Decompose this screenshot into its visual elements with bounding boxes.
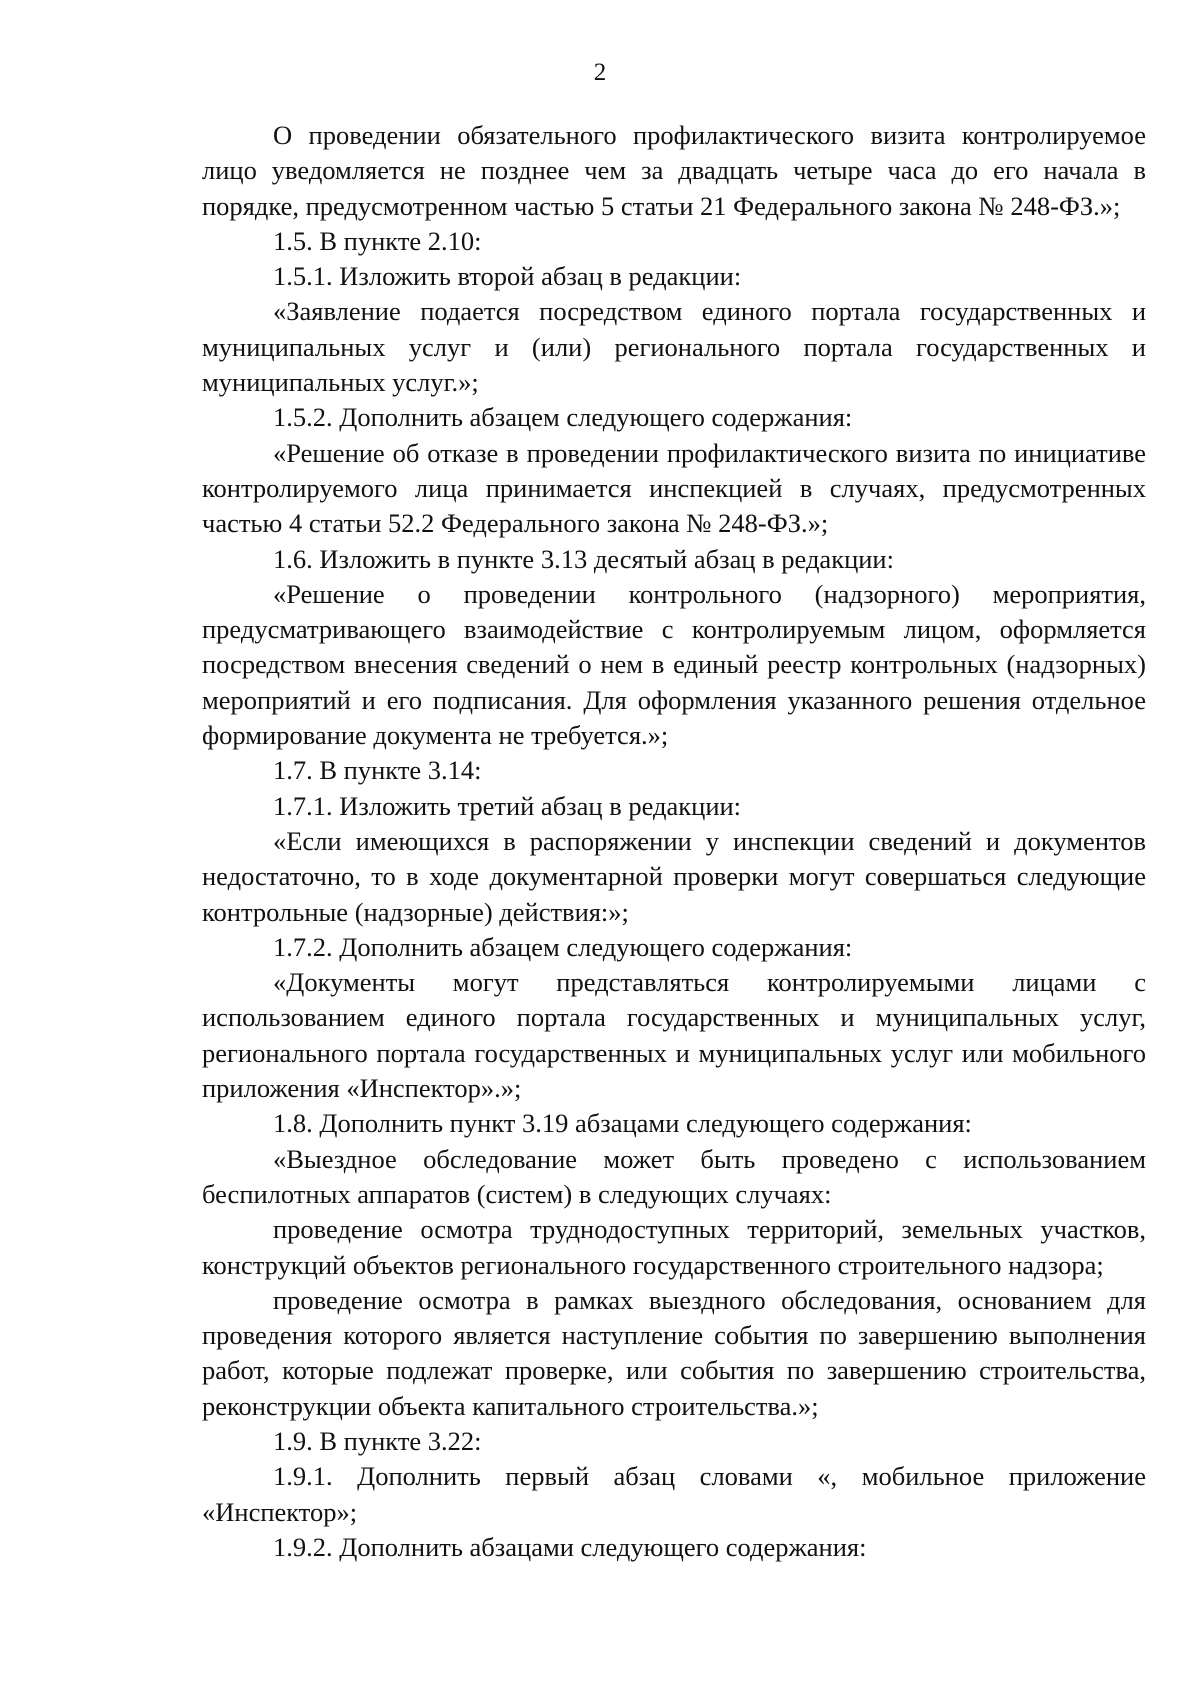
paragraph: О проведении обязательного профилактического визита контролируемое лицо уведомляется не позднее чем за двадцать четыре часа до его начала в порядке, предусмотренном частью 5 статьи 21 Федерального закона № 248-ФЗ.»; xyxy=(202,120,1146,221)
paragraph: «Решение о проведении контрольного (надзорного) мероприятия, предусматривающего взаимодействие с контролируемым лицом, оформляется посредством внесения сведений о нем в единый реестр контрольных (надзорных) мероприятий и его подписания. Для оформления указанного решения отдельное формирование документа не требуется.»; xyxy=(202,578,1146,751)
paragraph: 1.5.2. Дополнить абзацем следующего содержания: xyxy=(273,402,853,433)
page-number: 2 xyxy=(593,59,607,86)
document-body xyxy=(202,118,1146,1565)
paragraph: проведение осмотра труднодоступных территорий, земельных участков, конструкций объектов регионального государственного строительного надзора; xyxy=(202,1214,1146,1280)
paragraph: 1.6. Изложить в пункте 3.13 десятый абзац в редакции: xyxy=(273,543,894,574)
paragraph: 1.9.1. Дополнить первый абзац словами «, мобильное приложение «Инспектор»; xyxy=(202,1461,1146,1527)
paragraph: 1.8. Дополнить пункт 3.19 абзацами следующего содержания: xyxy=(273,1108,972,1139)
paragraph: 1.7.2. Дополнить абзацем следующего содержания: xyxy=(273,931,853,962)
paragraph: 1.9. В пункте 3.22: xyxy=(273,1425,482,1456)
paragraph: «Решение об отказе в проведении профилактического визита по инициативе контролируемого лица принимается инспекцией в случаях, предусмотренных частью 4 статьи 52.2 Федерального закона № 248-ФЗ.»; xyxy=(202,437,1146,539)
paragraph: «Если имеющихся в распоряжении у инспекции сведений и документов недостаточно, то в ходе документарной проверки могут совершаться следующие контрольные (надзорные) действия:»; xyxy=(202,825,1146,927)
paragraph: «Заявление подается посредством единого портала государственных и муниципальных услуг и (или) регионального портала государственных и муниципальных услуг.»; xyxy=(202,296,1146,398)
paragraph: 1.7. В пункте 3.14: xyxy=(273,755,482,786)
paragraph: проведение осмотра в рамках выездного обследования, основанием для проведения которого является наступление события по завершению выполнения работ, которые подлежат проверке, или события по завершению строительства, реконструкции объекта капитального строительства.»; xyxy=(202,1284,1146,1421)
paragraph: 1.9.2. Дополнить абзацами следующего содержания: xyxy=(273,1531,867,1562)
paragraph: «Документы могут представляться контролируемыми лицами с использованием единого портала государственных и муниципальных услуг, регионального портала государственных и муниципальных услуг или мобильного приложения «Инспектор».»; xyxy=(202,967,1146,1104)
paragraph: 1.5. В пункте 2.10: xyxy=(273,225,482,256)
paragraph: 1.5.1. Изложить второй абзац в редакции: xyxy=(273,261,742,292)
paragraph: 1.7.1. Изложить третий абзац в редакции: xyxy=(273,790,742,821)
paragraph: «Выездное обследование может быть проведено с использованием беспилотных аппаратов (систем) в следующих случаях: xyxy=(202,1143,1146,1209)
